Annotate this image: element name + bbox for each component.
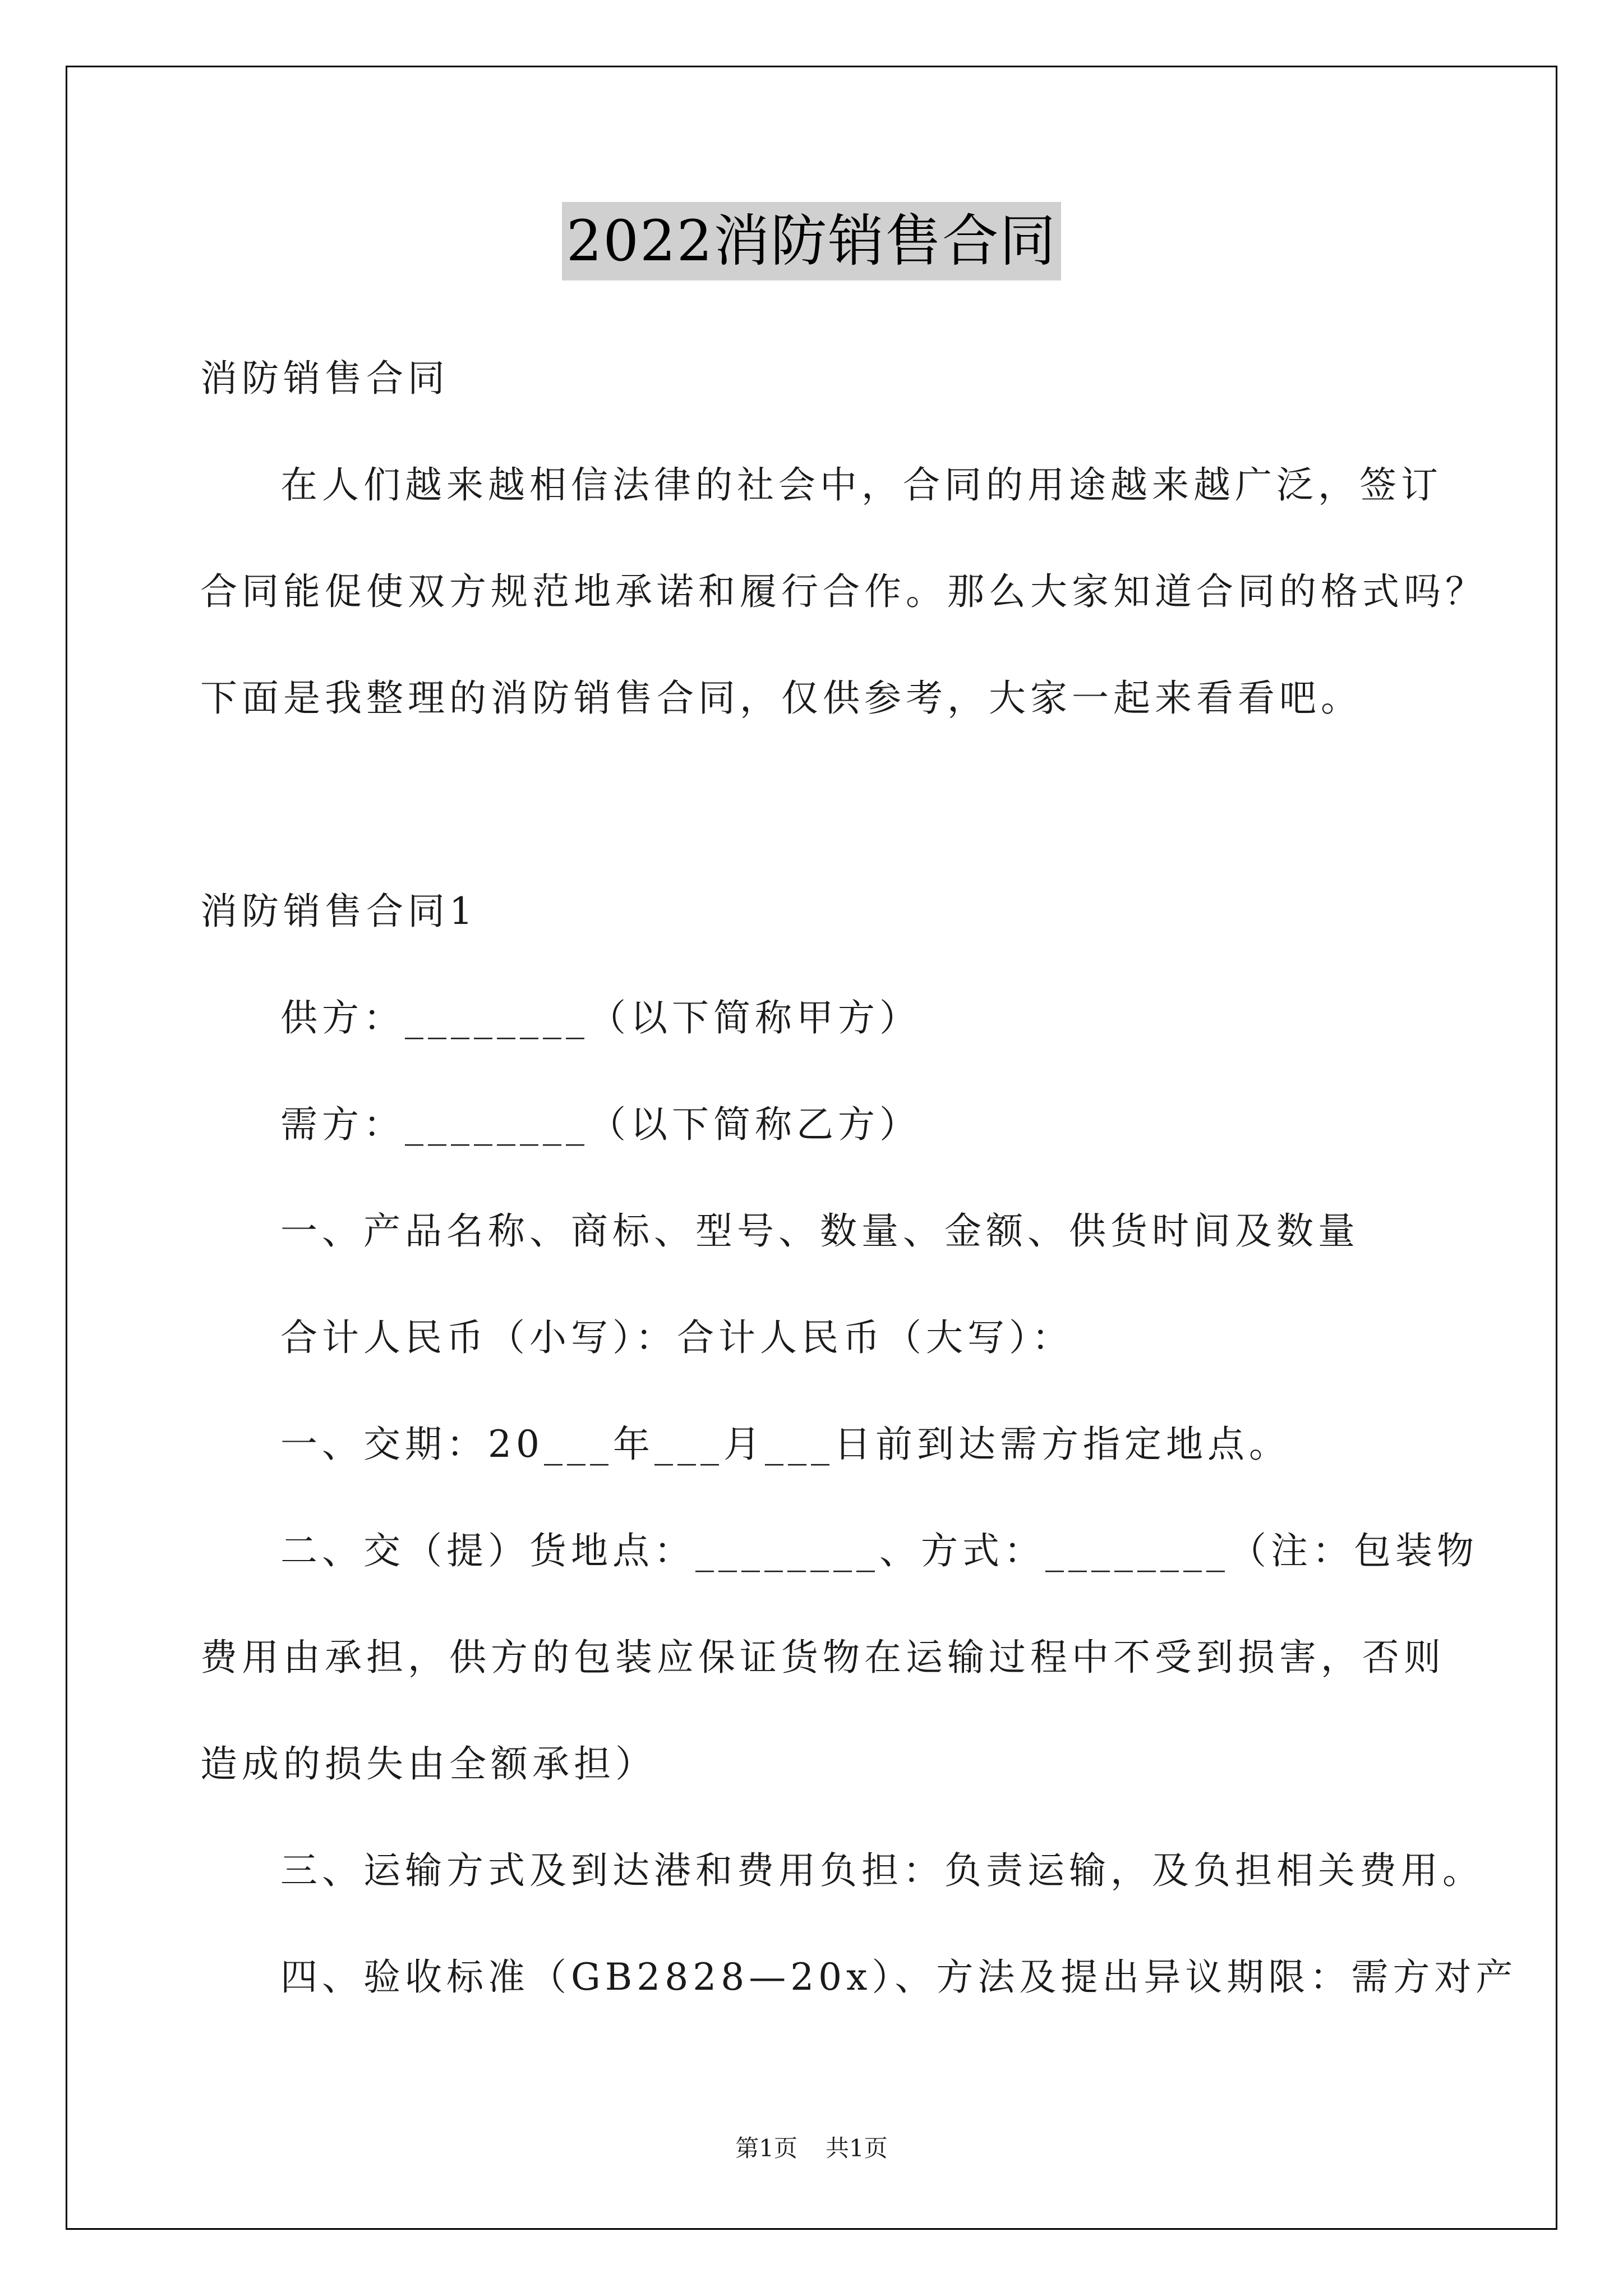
section-heading: 消防销售合同1 bbox=[200, 890, 477, 933]
clause-line: 费用由承担，供方的包装应保证货物在运输过程中不受到损害，否则 bbox=[200, 1636, 1445, 1679]
clause-line: 造成的损失由全额承担） bbox=[200, 1742, 657, 1786]
page-total: 共1页 bbox=[826, 2134, 888, 2162]
page-number: 第1页 bbox=[735, 2134, 797, 2162]
clause-line: 一、产品名称、商标、型号、数量、金额、供货时间及数量 bbox=[280, 1209, 1359, 1253]
clause-line: 三、运输方式及到达港和费用负担：负责运输，及负担相关费用。 bbox=[280, 1849, 1484, 1892]
paragraph-line: 在人们越来越相信法律的社会中，合同的用途越来越广泛，签订 bbox=[280, 463, 1442, 507]
paragraph-line: 下面是我整理的消防销售合同，仅供参考，大家一起来看看吧。 bbox=[200, 677, 1362, 720]
document-title: 2022消防销售合同 bbox=[562, 202, 1062, 280]
title-wrap bbox=[0, 202, 1623, 280]
clause-line: 合计人民币（小写）：合计人民币（大写）： bbox=[280, 1316, 1073, 1359]
paragraph-line: 合同能促使双方规范地承诺和履行合作。那么大家知道合同的格式吗？ bbox=[200, 570, 1487, 613]
supplier-line: 供方：________（以下简称甲方） bbox=[280, 996, 921, 1039]
clause-line: 二、交（提）货地点：________、方式：________（注：包装物 bbox=[280, 1529, 1478, 1572]
clause-line: 四、验收标准（GB2828—20x）、方法及提出异议期限：需方对产 bbox=[280, 1955, 1518, 1999]
buyer-line: 需方：________（以下简称乙方） bbox=[280, 1103, 921, 1146]
subtitle-line: 消防销售合同 bbox=[200, 357, 449, 400]
page-footer bbox=[0, 2132, 1623, 2165]
clause-line: 一、交期：20___年___月___日前到达需方指定地点。 bbox=[280, 1423, 1290, 1466]
